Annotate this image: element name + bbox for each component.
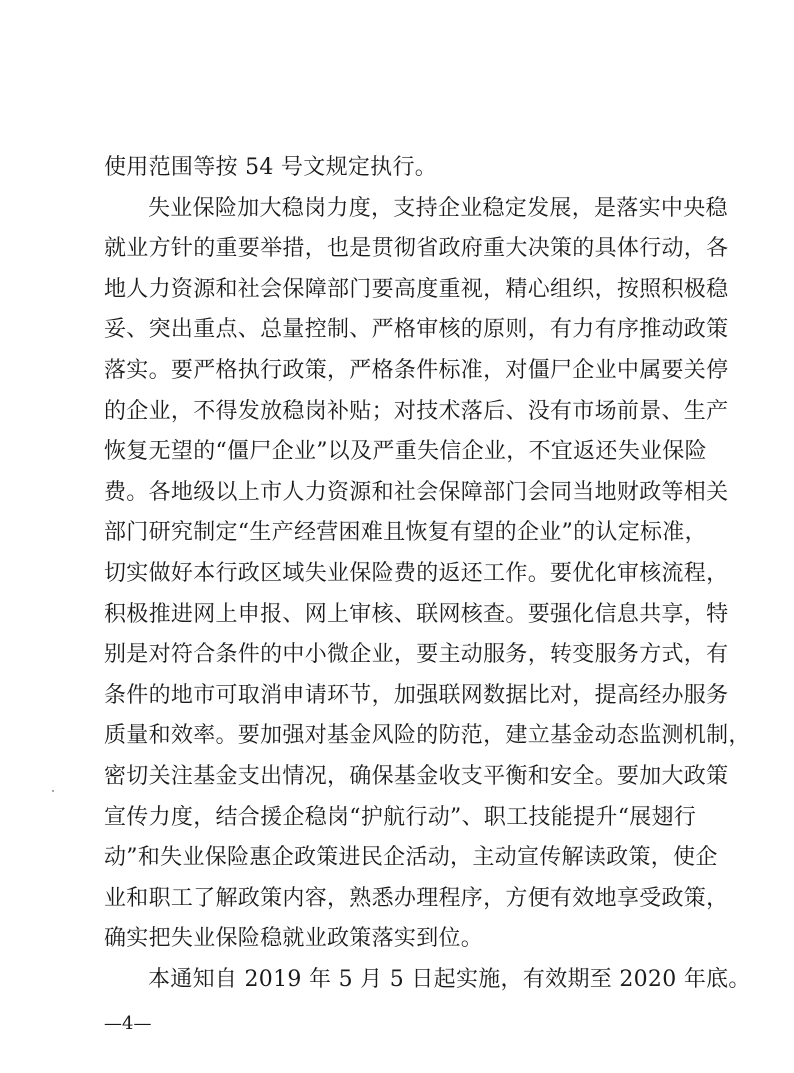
text-line: 密切关注基金支出情况，确保基金收支平衡和安全。要加大政策 xyxy=(104,763,729,789)
text-line: 失业保险加大稳岗力度，支持企业稳定发展，是落实中央稳 xyxy=(148,195,728,221)
text-line: 质量和效率。要加强对基金风险的防范，建立基金动态监测机制， xyxy=(104,723,751,749)
text-line: 恢复无望的“僵尸企业”以及严重失信企业，不宜返还失业保险 xyxy=(104,439,707,465)
text-line: 本通知自 2019 年 5 月 5 日起实施，有效期至 2020 年底。 xyxy=(148,966,751,992)
page-number: —4— xyxy=(104,1013,152,1034)
text-line: 积极推进网上申报、网上审核、联网核查。要强化信息共享，特 xyxy=(104,601,729,627)
text-line: 切实做好本行政区域失业保险费的返还工作。要优化审核流程， xyxy=(104,560,729,586)
text-line: 地人力资源和社会保障部门要高度重视，精心组织，按照积极稳 xyxy=(104,276,729,302)
body-text xyxy=(104,148,751,1000)
text-line: 宣传力度，结合援企稳岗“护航行动”、职工技能提升“展翅行 xyxy=(104,804,697,830)
text-line: 费。各地级以上市人力资源和社会保障部门会同当地财政等相关 xyxy=(104,479,729,505)
text-line: 部门研究制定“生产经营困难且恢复有望的企业”的认定标准， xyxy=(104,520,707,546)
text-line: 动”和失业保险惠企政策进民企活动，主动宣传解读政策，使企 xyxy=(104,845,718,871)
scan-speck xyxy=(52,790,54,792)
text-line: 别是对符合条件的中小微企业，要主动服务，转变服务方式，有 xyxy=(104,642,729,668)
text-line: 的企业，不得发放稳岗补贴；对技术落后、没有市场前景、生产 xyxy=(104,398,729,424)
text-line: 落实。要严格执行政策，严格条件标准，对僵尸企业中属要关停 xyxy=(104,357,729,383)
text-line: 业和职工了解政策内容，熟悉办理程序，方便有效地享受政策， xyxy=(104,885,729,911)
text-line: 妥、突出重点、总量控制、严格审核的原则，有力有序推动政策 xyxy=(104,317,729,343)
text-line: 就业方针的重要举措，也是贯彻省政府重大决策的具体行动，各 xyxy=(104,236,729,262)
text-line: 条件的地市可取消申请环节，加强联网数据比对，提高经办服务 xyxy=(104,682,729,708)
text-line: 使用范围等按 54 号文规定执行。 xyxy=(104,155,438,180)
text-line: 确实把失业保险稳就业政策落实到位。 xyxy=(104,926,484,952)
